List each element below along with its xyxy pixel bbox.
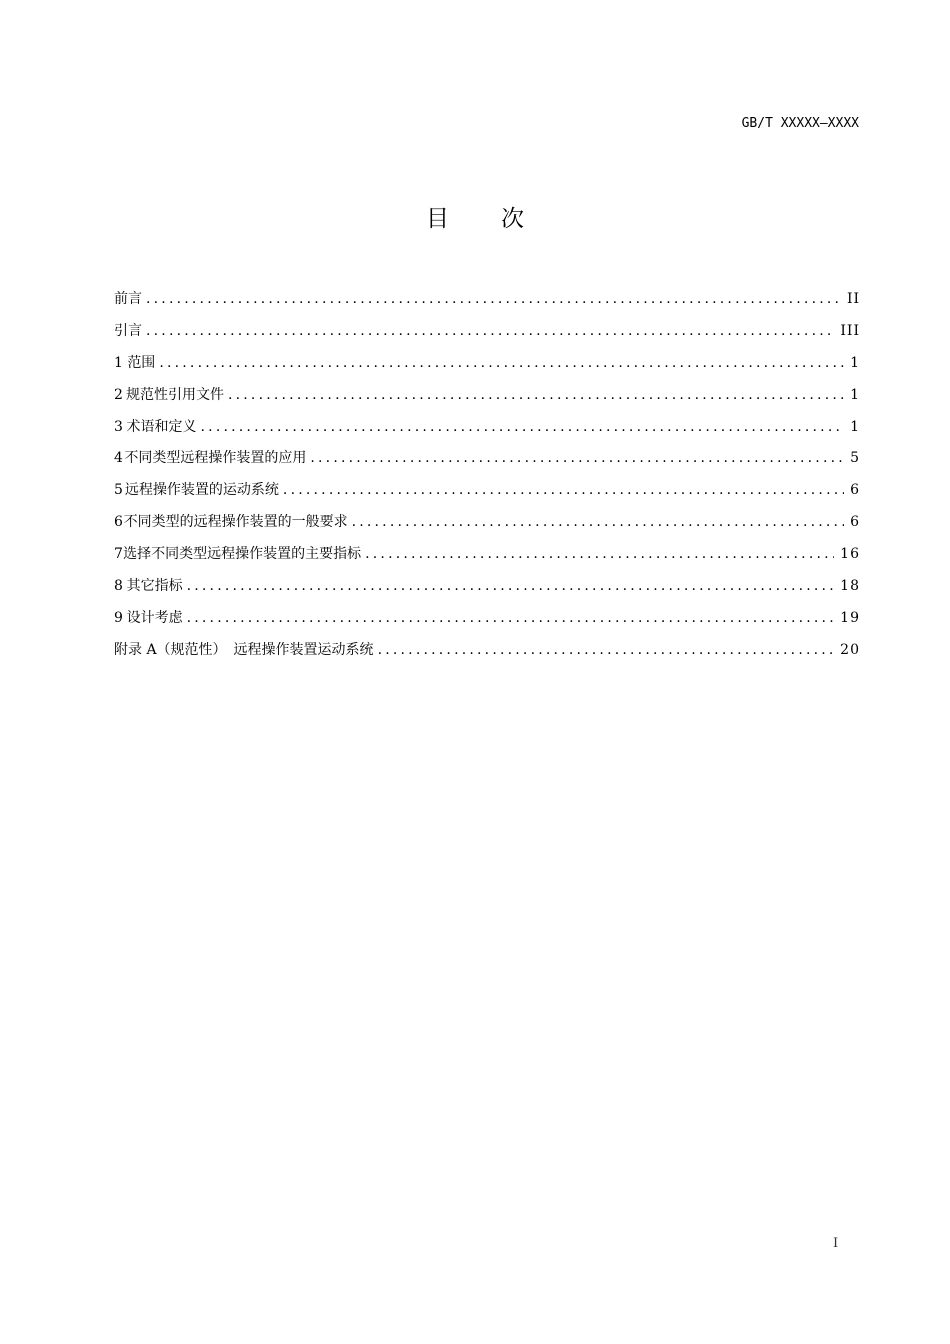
toc-number: 6 — [114, 514, 123, 531]
toc-label: 不同类型的远程操作装置的一般要求 — [123, 514, 348, 531]
toc-entry-foreword[interactable] — [114, 288, 860, 320]
toc-entry-4[interactable] — [114, 447, 860, 479]
toc-page: 6 — [850, 482, 860, 499]
toc-label: 不同类型远程操作装置的应用 — [124, 450, 307, 467]
dot-leader — [201, 416, 844, 438]
toc-entry-5[interactable] — [114, 479, 860, 511]
toc-entry-appendix-a[interactable] — [114, 639, 860, 671]
toc-label: 其它指标 — [126, 578, 183, 595]
toc-entry-introduction[interactable] — [114, 320, 860, 352]
title-char-2: 次 — [501, 206, 524, 232]
footer-page-number: I — [833, 1236, 839, 1251]
dot-leader — [228, 384, 844, 406]
dot-leader — [146, 320, 834, 342]
title-char-1: 目 — [426, 206, 449, 232]
toc-label: 远程操作装置的运动系统 — [124, 482, 279, 499]
toc-label: 附录 A（规范性） 远程操作装置运动系统 — [114, 641, 374, 658]
toc-number: 3 — [114, 418, 123, 435]
toc-entry-9[interactable] — [114, 607, 860, 639]
toc-number: 4 — [114, 450, 123, 467]
toc-entry-8[interactable] — [114, 575, 860, 607]
toc-label: 设计考虑 — [126, 609, 183, 626]
toc-page: 1 — [850, 386, 860, 403]
toc-page: III — [840, 322, 860, 339]
dot-leader — [283, 479, 844, 501]
toc-page: 16 — [840, 546, 860, 563]
toc-entry-2[interactable] — [114, 384, 860, 416]
toc-label: 范围 — [127, 354, 156, 371]
toc-entry-6[interactable] — [114, 511, 860, 543]
toc-page: 1 — [850, 418, 860, 435]
toc-number: 8 — [114, 578, 123, 595]
dot-leader — [159, 352, 844, 374]
dot-leader — [146, 288, 841, 310]
dot-leader — [310, 447, 844, 469]
table-of-contents — [114, 288, 860, 671]
toc-page: 20 — [840, 641, 860, 658]
dot-leader — [378, 639, 835, 661]
toc-number: 7 — [114, 546, 123, 563]
toc-number: 5 — [114, 482, 123, 499]
toc-label: 前言 — [114, 291, 142, 307]
standard-code: GB/T XXXXX—XXXX — [741, 116, 859, 131]
toc-page: II — [846, 291, 860, 307]
toc-label: 术语和定义 — [126, 418, 197, 435]
toc-entry-3[interactable] — [114, 416, 860, 448]
dot-leader — [365, 543, 834, 565]
dot-leader — [187, 575, 835, 597]
toc-label: 选择不同类型远程操作装置的主要指标 — [123, 546, 362, 563]
toc-label: 规范性引用文件 — [125, 386, 224, 403]
toc-number: 2 — [114, 386, 123, 403]
toc-page: 1 — [850, 354, 860, 371]
toc-entry-1[interactable] — [114, 352, 860, 384]
toc-page: 19 — [840, 609, 860, 626]
dot-leader — [352, 511, 844, 533]
toc-page: 6 — [850, 514, 860, 531]
toc-number: 1 — [114, 354, 123, 371]
dot-leader — [187, 607, 835, 629]
toc-page: 18 — [840, 578, 860, 595]
toc-label: 引言 — [114, 322, 142, 339]
page-title — [0, 200, 950, 233]
toc-page: 5 — [850, 450, 860, 467]
toc-entry-7[interactable] — [114, 543, 860, 575]
toc-number: 9 — [114, 609, 123, 626]
